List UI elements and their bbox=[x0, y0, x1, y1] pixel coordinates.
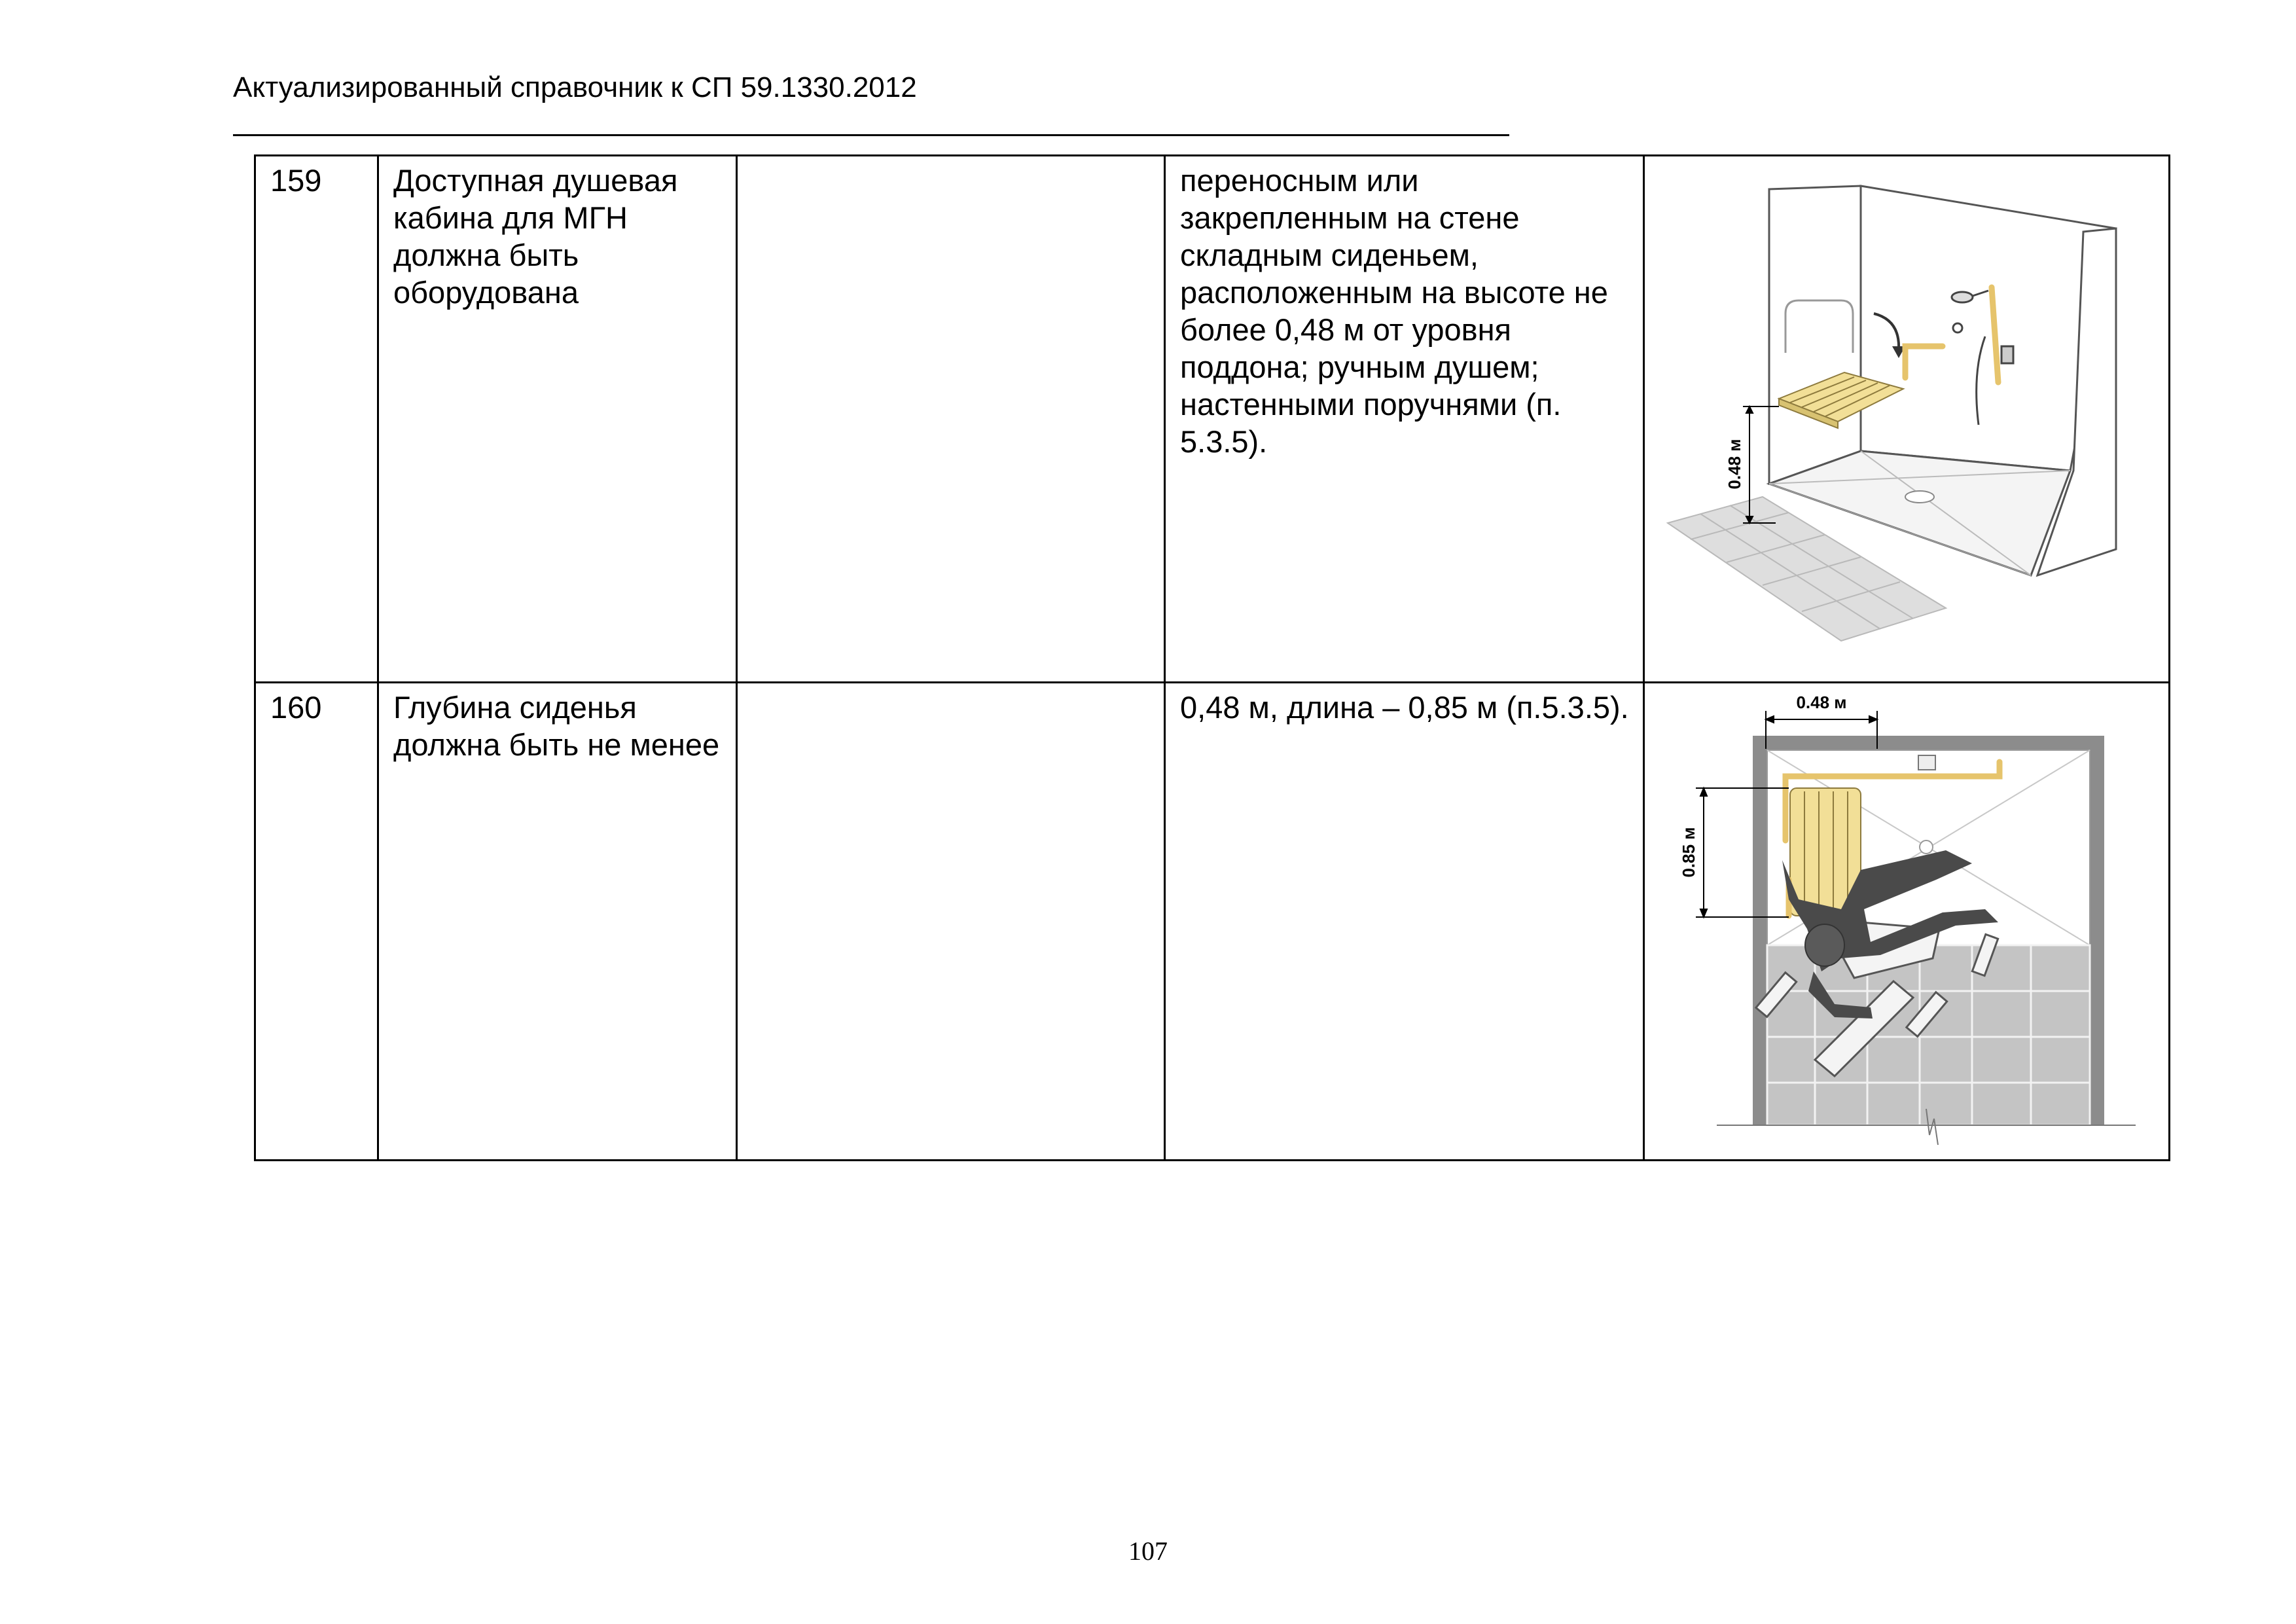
empty-cell bbox=[737, 156, 1165, 683]
subject-cell bbox=[378, 156, 737, 683]
subject-text: Доступная душевая кабина для МГН должна быть оборудована bbox=[393, 163, 678, 310]
shower-cabin-3d-illustration bbox=[1645, 156, 2162, 674]
requirement-cell bbox=[1165, 156, 1644, 683]
seat-height-label: 0.48 м bbox=[1725, 439, 1744, 490]
page-number: 107 bbox=[1128, 1536, 1168, 1566]
row-number: 160 bbox=[270, 690, 322, 725]
figure-cell bbox=[1644, 683, 2170, 1161]
col3-text bbox=[738, 156, 1164, 162]
figure-cell bbox=[1644, 156, 2170, 683]
table-row bbox=[255, 683, 2170, 1161]
plan-shower-mount bbox=[1918, 755, 1935, 770]
subject-cell bbox=[378, 683, 737, 1161]
col3-text bbox=[738, 683, 1164, 689]
requirement-text: 0,48 м, длина – 0,85 м (п.5.3.5). bbox=[1180, 690, 1629, 725]
seat-depth-label: 0.85 м bbox=[1679, 827, 1698, 878]
plan-floor-tiles bbox=[1767, 945, 2090, 1125]
row-number-cell bbox=[255, 156, 378, 683]
empty-cell bbox=[737, 683, 1165, 1161]
subject-text: Глубина сиденья должна быть не менее bbox=[393, 690, 720, 762]
header-title: Актуализированный справочник к СП 59.1330.2012 bbox=[233, 71, 917, 103]
table-row bbox=[255, 156, 2170, 683]
shower-plan-illustration bbox=[1645, 683, 2162, 1155]
requirement-text: переносным или закрепленным на стене складным сиденьем, расположенным на высоте не более 0,48 м от уровня поддона; ручным душем; настенными поручнями (п. 5.3.5). bbox=[1180, 163, 1608, 459]
requirements-table bbox=[254, 154, 2170, 1161]
seat-width-label: 0.48 м bbox=[1796, 693, 1847, 712]
requirement-cell bbox=[1165, 683, 1644, 1161]
header-rule bbox=[233, 134, 1509, 136]
row-number: 159 bbox=[270, 163, 322, 198]
row-number-cell bbox=[255, 683, 378, 1161]
